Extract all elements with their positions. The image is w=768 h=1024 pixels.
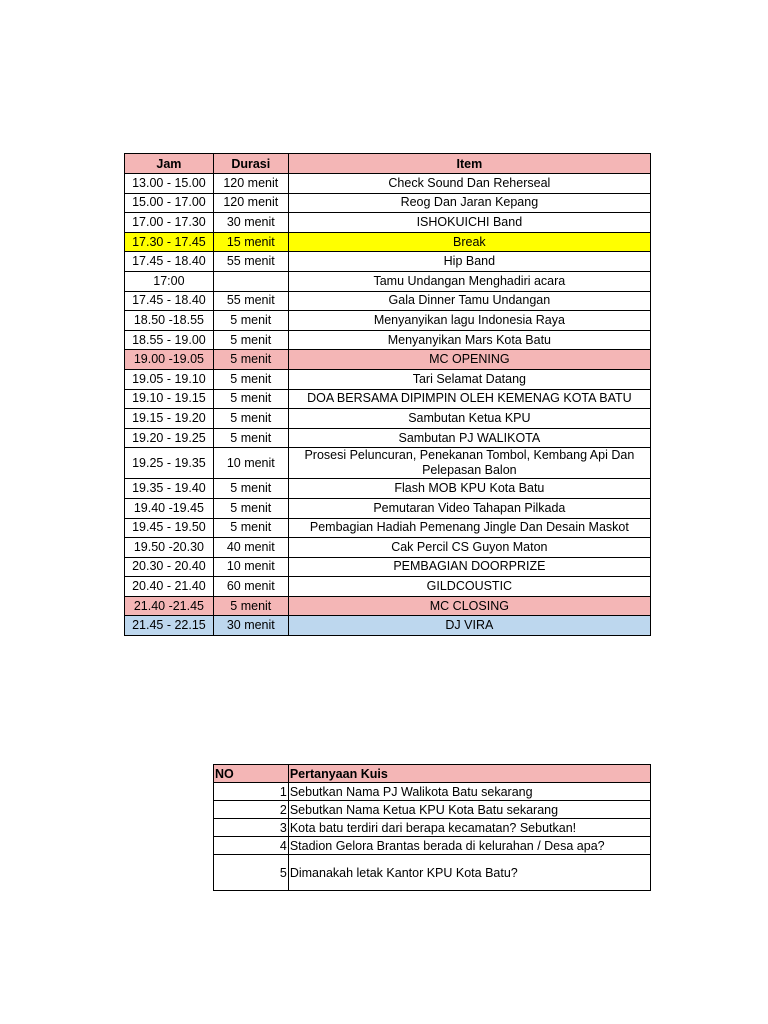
cell-jam: 19.25 - 19.35: [125, 448, 214, 479]
cell-durasi: 5 menit: [213, 518, 288, 538]
header-question: Pertanyaan Kuis: [288, 765, 650, 783]
cell-jam: 19.45 - 19.50: [125, 518, 214, 538]
table-row: [125, 389, 651, 409]
cell-durasi: 5 menit: [213, 428, 288, 448]
cell-item: Hip Band: [288, 252, 650, 272]
schedule-table: [124, 153, 651, 636]
table-row: [125, 409, 651, 429]
cell-item: Tari Selamat Datang: [288, 369, 650, 389]
cell-jam: 19.20 - 19.25: [125, 428, 214, 448]
cell-durasi: 30 menit: [213, 616, 288, 636]
quiz-question: Dimanakah letak Kantor KPU Kota Batu?: [288, 855, 650, 891]
cell-jam: 17:00: [125, 271, 214, 291]
table-row-dj: [125, 616, 651, 636]
cell-item: DOA BERSAMA DIPIMPIN OLEH KEMENAG KOTA BATU: [288, 389, 650, 409]
table-row: [125, 193, 651, 213]
cell-jam: 13.00 - 15.00: [125, 174, 214, 194]
cell-item: MC CLOSING: [288, 596, 650, 616]
table-row: [125, 538, 651, 558]
table-row: [125, 557, 651, 577]
cell-jam: 18.50 -18.55: [125, 311, 214, 331]
table-row: [125, 174, 651, 194]
cell-jam: 19.50 -20.30: [125, 538, 214, 558]
cell-durasi: 55 menit: [213, 252, 288, 272]
quiz-row: [214, 819, 651, 837]
cell-item: Gala Dinner Tamu Undangan: [288, 291, 650, 311]
cell-item: Pemutaran Video Tahapan Pilkada: [288, 498, 650, 518]
cell-durasi: 15 menit: [213, 232, 288, 252]
quiz-row: [214, 801, 651, 819]
cell-durasi: 5 menit: [213, 596, 288, 616]
table-row: [125, 428, 651, 448]
quiz-question: Stadion Gelora Brantas berada di kelurahan / Desa apa?: [288, 837, 650, 855]
cell-item: PEMBAGIAN DOORPRIZE: [288, 557, 650, 577]
cell-jam: 21.45 - 22.15: [125, 616, 214, 636]
cell-jam: 19.15 - 19.20: [125, 409, 214, 429]
table-row: [125, 479, 651, 499]
table-row: [125, 291, 651, 311]
cell-jam: 17.45 - 18.40: [125, 252, 214, 272]
quiz-table: [213, 764, 651, 891]
cell-durasi: 5 menit: [213, 389, 288, 409]
table-row: [125, 498, 651, 518]
cell-item: Break: [288, 232, 650, 252]
cell-durasi: 60 menit: [213, 577, 288, 597]
table-row-mc-opening: [125, 350, 651, 370]
cell-jam: 17.00 - 17.30: [125, 213, 214, 233]
header-no: NO: [214, 765, 289, 783]
header-jam: Jam: [125, 154, 214, 174]
cell-durasi: 5 menit: [213, 409, 288, 429]
table-row-break: [125, 232, 651, 252]
cell-jam: 21.40 -21.45: [125, 596, 214, 616]
cell-item: Pembagian Hadiah Pemenang Jingle Dan Desain Maskot: [288, 518, 650, 538]
cell-item: Prosesi Peluncuran, Penekanan Tombol, Kembang Api Dan Pelepasan Balon: [288, 448, 650, 479]
cell-item: Tamu Undangan Menghadiri acara: [288, 271, 650, 291]
cell-jam: 17.45 - 18.40: [125, 291, 214, 311]
cell-item: Menyanyikan lagu Indonesia Raya: [288, 311, 650, 331]
cell-item: ISHOKUICHI Band: [288, 213, 650, 233]
cell-jam: 19.40 -19.45: [125, 498, 214, 518]
table-row: [125, 518, 651, 538]
table-row: [125, 213, 651, 233]
cell-jam: 18.55 - 19.00: [125, 330, 214, 350]
table-row-mc-closing: [125, 596, 651, 616]
table-row: [125, 311, 651, 331]
header-durasi: Durasi: [213, 154, 288, 174]
cell-item: Cak Percil CS Guyon Maton: [288, 538, 650, 558]
quiz-row: [214, 855, 651, 891]
cell-item: GILDCOUSTIC: [288, 577, 650, 597]
cell-item: Reog Dan Jaran Kepang: [288, 193, 650, 213]
table-row: [125, 448, 651, 479]
cell-durasi: 5 menit: [213, 498, 288, 518]
table-row: [125, 577, 651, 597]
cell-durasi: 5 menit: [213, 311, 288, 331]
quiz-number: 5: [214, 855, 289, 891]
cell-item: Check Sound Dan Reherseal: [288, 174, 650, 194]
cell-durasi: 5 menit: [213, 350, 288, 370]
quiz-header-row: [214, 765, 651, 783]
cell-durasi: 5 menit: [213, 369, 288, 389]
cell-durasi: 10 menit: [213, 557, 288, 577]
cell-durasi: 10 menit: [213, 448, 288, 479]
table-row: [125, 252, 651, 272]
cell-durasi: 40 menit: [213, 538, 288, 558]
table-row: [125, 271, 651, 291]
quiz-row: [214, 837, 651, 855]
cell-durasi: 5 menit: [213, 330, 288, 350]
cell-item: Flash MOB KPU Kota Batu: [288, 479, 650, 499]
cell-durasi: 120 menit: [213, 174, 288, 194]
cell-jam: 15.00 - 17.00: [125, 193, 214, 213]
quiz-number: 1: [214, 783, 289, 801]
table-row: [125, 369, 651, 389]
quiz-question: Sebutkan Nama PJ Walikota Batu sekarang: [288, 783, 650, 801]
quiz-question: Sebutkan Nama Ketua KPU Kota Batu sekarang: [288, 801, 650, 819]
header-item: Item: [288, 154, 650, 174]
cell-item: MC OPENING: [288, 350, 650, 370]
cell-durasi: 55 menit: [213, 291, 288, 311]
cell-durasi: 5 menit: [213, 479, 288, 499]
cell-jam: 19.35 - 19.40: [125, 479, 214, 499]
quiz-number: 2: [214, 801, 289, 819]
cell-durasi: [213, 271, 288, 291]
cell-jam: 19.05 - 19.10: [125, 369, 214, 389]
cell-jam: 20.40 - 21.40: [125, 577, 214, 597]
cell-jam: 20.30 - 20.40: [125, 557, 214, 577]
cell-durasi: 120 menit: [213, 193, 288, 213]
cell-item: Menyanyikan Mars Kota Batu: [288, 330, 650, 350]
schedule-header-row: [125, 154, 651, 174]
quiz-number: 4: [214, 837, 289, 855]
quiz-number: 3: [214, 819, 289, 837]
cell-jam: 19.00 -19.05: [125, 350, 214, 370]
cell-item: Sambutan Ketua KPU: [288, 409, 650, 429]
quiz-row: [214, 783, 651, 801]
table-row: [125, 330, 651, 350]
cell-jam: 17.30 - 17.45: [125, 232, 214, 252]
quiz-question: Kota batu terdiri dari berapa kecamatan? Sebutkan!: [288, 819, 650, 837]
cell-item: Sambutan PJ WALIKOTA: [288, 428, 650, 448]
cell-durasi: 30 menit: [213, 213, 288, 233]
cell-jam: 19.10 - 19.15: [125, 389, 214, 409]
cell-item: DJ VIRA: [288, 616, 650, 636]
